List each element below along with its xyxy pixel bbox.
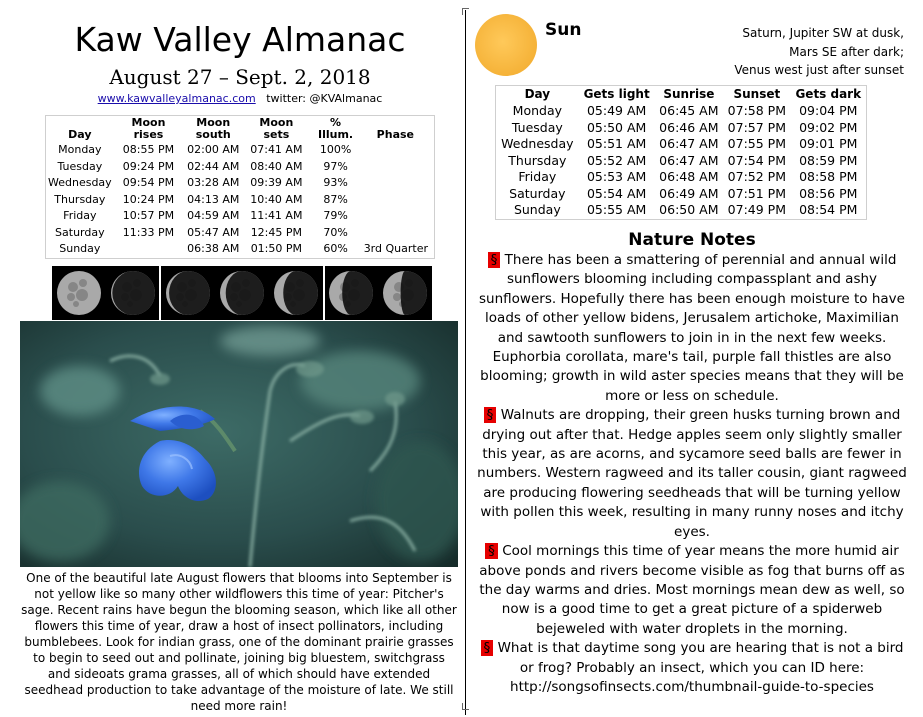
sun-col-sunrise: Sunrise <box>663 87 715 101</box>
sun-col-gets-dark: Gets dark <box>795 87 862 101</box>
section-marker-icon: § <box>488 252 501 268</box>
sun-day: Wednesday <box>501 136 574 151</box>
sun-day: Monday <box>512 103 563 118</box>
moon-day: Thursday <box>54 192 106 206</box>
nature-notes-title: Nature Notes <box>628 230 756 250</box>
nature-notes <box>472 251 912 697</box>
moon-phase-image <box>215 266 269 320</box>
gets-light-time: 05:54 AM <box>586 185 647 201</box>
column-divider <box>465 10 466 715</box>
moon-rise-time: 09:54 PM <box>122 176 175 189</box>
moon-south-time: 04:13 AM <box>187 192 240 206</box>
moon-col-illum: % Illum. <box>318 116 354 141</box>
moon-south-time: 02:44 AM <box>187 159 240 173</box>
table-row <box>496 153 867 170</box>
table-row <box>496 103 867 120</box>
moon-day: Tuesday <box>57 159 103 173</box>
moon-illumination: 70% <box>323 225 348 239</box>
sunrise-time: 06:46 AM <box>659 119 719 135</box>
moon-day: Sunday <box>59 242 101 255</box>
moon-phase-strip <box>52 266 432 320</box>
moon-phase-image <box>325 266 379 320</box>
sage-flower-image <box>20 321 458 567</box>
moon-phase-name: 3rd Quarter <box>363 242 428 255</box>
table-row <box>46 159 435 176</box>
gets-dark-time: 08:56 PM <box>799 185 858 201</box>
moon-set-time: 11:41 AM <box>250 209 303 222</box>
sun-col-gets-light: Gets light <box>583 87 650 101</box>
gets-dark-time: 09:01 PM <box>799 136 858 151</box>
moon-table-header <box>46 116 435 143</box>
moon-table <box>45 115 435 259</box>
planet-line: Mars SE after dark; <box>789 44 904 59</box>
moon-phase-name <box>362 159 435 176</box>
sunset-time: 07:57 PM <box>727 119 786 135</box>
moon-south-time: 03:28 AM <box>187 176 240 189</box>
section-marker-icon: § <box>481 640 494 656</box>
sunrise-time: 06:49 AM <box>659 185 719 201</box>
moon-south-time: 05:47 AM <box>187 225 240 239</box>
moon-phase-image <box>161 266 215 320</box>
moon-col-south: Moon south <box>195 116 231 141</box>
table-row <box>496 136 867 153</box>
date-range: August 27 – Sept. 2, 2018 <box>109 65 371 89</box>
moon-day: Friday <box>63 209 97 222</box>
sunset-time: 07:49 PM <box>727 202 786 217</box>
note-text: There has been a smattering of perennial and annual wild sunflowers blooming including compassplant and ashy sunflowers. Hopefully there has been enough moisture to have loads of other yellow bidens, Jerusalem artichoke, Maximilian and sawtooth sunflowers to join in in the next few weeks. Euphorbia corollata, mare's tail, purple fall thistles are also blooming; growth in wild aster species means that they will be more or less on schedule. <box>479 252 905 404</box>
moon-phase-name <box>362 175 435 192</box>
sunrise-time: 06:50 AM <box>659 202 719 217</box>
sunrise-time: 06:47 AM <box>659 136 719 151</box>
moon-south-time: 06:38 AM <box>187 242 240 255</box>
photo-caption: One of the beautiful late August flowers that blooms into September is not yellow like so many other wildflowers this time of year: Pitcher's sage. Recent rains have begun the blooming season, which like all other flowers this time of year, draw a host of insect pollinators, including bumblebees. Look for indian grass, one of the dominant prairie grasses to begin to seed out and pollinate, joining big bluestem, switchgrass and sideoats grama grasses, all of which should have extended seedhead production to take advantage of the moisture of late. We still need more rain! <box>21 571 457 713</box>
moon-set-time: 08:40 AM <box>250 159 303 173</box>
moon-rise-time: 10:24 PM <box>122 192 175 206</box>
moon-illumination: 87% <box>323 192 348 206</box>
sun-label: Sun <box>545 20 582 40</box>
sunrise-time: 06:45 AM <box>659 103 719 118</box>
moon-south-time: 04:59 AM <box>187 209 240 222</box>
moon-illumination: 97% <box>323 159 348 173</box>
nature-note <box>472 639 912 697</box>
moon-illumination: 93% <box>323 176 348 189</box>
gets-dark-time: 08:54 PM <box>799 202 858 217</box>
sunset-time: 07:58 PM <box>727 103 786 118</box>
moon-set-time: 07:41 AM <box>250 143 303 156</box>
sun-day: Thursday <box>508 152 567 168</box>
pitchers-sage-photo <box>20 321 458 567</box>
moon-illumination: 60% <box>323 242 348 255</box>
table-row <box>496 169 867 186</box>
corner-crop-mark <box>462 703 469 710</box>
note-text: Walnuts are dropping, their green husks turning brown and drying out after that. Hedge apples seem only slightly smaller this year, as are acorns, and sycamore seed balls are fewer in numbers. Western ragweed and its taller cousin, giant ragweed are producing flowering seedheads that will be turning yellow with pollen this week, resulting in many runny noses and itchy eyes. <box>477 407 907 540</box>
gets-light-time: 05:53 AM <box>586 169 647 184</box>
moon-col-day: Day <box>68 128 92 141</box>
moon-set-time: 10:40 AM <box>250 192 303 206</box>
gets-light-time: 05:52 AM <box>586 152 647 168</box>
moon-phase-name <box>362 225 435 242</box>
planet-visibility <box>640 24 904 80</box>
almanac-title: Kaw Valley Almanac <box>74 20 406 59</box>
moon-phase-name <box>362 208 435 225</box>
table-row <box>46 192 435 209</box>
moon-phase-image <box>52 266 106 320</box>
moon-phase-name <box>362 142 435 159</box>
section-marker-icon: § <box>484 407 497 423</box>
sunset-time: 07:54 PM <box>727 152 786 168</box>
section-marker-icon: § <box>485 543 498 559</box>
moon-rise-time <box>114 241 184 258</box>
moon-phase-image <box>378 266 432 320</box>
note-text: Cool mornings this time of year means the more humid air above ponds and rivers become visible as fog that burns off as the day warms and dries. Most mornings mean dew as well, so now is a good time to get a great picture of a spiderweb bejeweled with water droplets in the morning. <box>479 543 905 637</box>
moon-col-phase: Phase <box>376 128 414 141</box>
twitter-handle: twitter: @KVAlmanac <box>266 92 383 105</box>
sun-day: Saturday <box>509 185 566 201</box>
sun-day: Tuesday <box>511 119 563 135</box>
planet-line: Saturn, Jupiter SW at dusk, <box>742 26 904 40</box>
gets-dark-time: 08:59 PM <box>799 152 858 168</box>
sun-icon <box>472 11 540 83</box>
sunrise-time: 06:48 AM <box>659 169 719 184</box>
moon-rise-time: 09:24 PM <box>122 159 175 173</box>
sunset-time: 07:51 PM <box>727 185 786 201</box>
moon-illumination: 79% <box>323 209 348 222</box>
sun-col-day: Day <box>524 87 551 101</box>
gets-dark-time: 09:02 PM <box>799 119 858 135</box>
table-row <box>46 241 435 258</box>
moon-col-sets: Moon sets <box>259 116 294 141</box>
planet-line: Venus west just after sunset <box>734 63 904 77</box>
insect-guide-link[interactable]: http://songsofinsects.com/thumbnail-guide-to-species <box>510 678 874 695</box>
sun-table-header <box>496 86 867 104</box>
sunrise-time: 06:47 AM <box>659 152 719 168</box>
gets-dark-time: 08:58 PM <box>799 169 858 184</box>
sunset-time: 07:52 PM <box>727 169 786 184</box>
moon-set-time: 01:50 PM <box>250 242 303 255</box>
table-row <box>46 225 435 242</box>
table-row <box>46 175 435 192</box>
gets-light-time: 05:51 AM <box>586 136 647 151</box>
sun-day: Sunday <box>513 202 561 217</box>
gets-light-time: 05:50 AM <box>586 119 647 135</box>
gets-light-time: 05:55 AM <box>586 202 647 217</box>
table-row <box>46 142 435 159</box>
moon-rise-time: 10:57 PM <box>122 209 175 222</box>
nature-note <box>472 542 912 639</box>
nature-note <box>472 251 912 406</box>
moon-day: Saturday <box>55 225 105 239</box>
gets-dark-time: 09:04 PM <box>799 103 858 118</box>
moon-rise-time: 08:55 PM <box>122 143 175 156</box>
sun-day: Friday <box>518 169 557 184</box>
note-text: What is that daytime song you are hearing that is not a bird or frog? Probably an insect, which you can ID here: <box>497 640 904 676</box>
sunset-time: 07:55 PM <box>727 136 786 151</box>
table-row <box>496 202 867 219</box>
table-row <box>496 120 867 137</box>
moon-phase-image <box>269 266 323 320</box>
table-row <box>46 208 435 225</box>
moon-set-time: 09:39 AM <box>250 176 303 189</box>
moon-set-time: 12:45 PM <box>250 225 303 239</box>
gets-light-time: 05:49 AM <box>586 103 647 118</box>
header-links <box>20 92 460 106</box>
website-link[interactable]: www.kawvalleyalmanac.com <box>97 92 256 105</box>
sun-col-sunset: Sunset <box>733 87 781 101</box>
moon-illumination: 100% <box>319 143 352 156</box>
moon-phase-image <box>106 266 160 320</box>
moon-rise-time: 11:33 PM <box>122 225 175 239</box>
sun-table <box>495 85 867 220</box>
moon-col-rises: Moon rises <box>131 116 166 141</box>
moon-south-time: 02:00 AM <box>187 143 240 156</box>
moon-day: Monday <box>58 143 102 156</box>
moon-day: Wednesday <box>48 176 112 189</box>
nature-note <box>472 406 912 542</box>
moon-phase-name <box>362 192 435 209</box>
table-row <box>496 186 867 203</box>
